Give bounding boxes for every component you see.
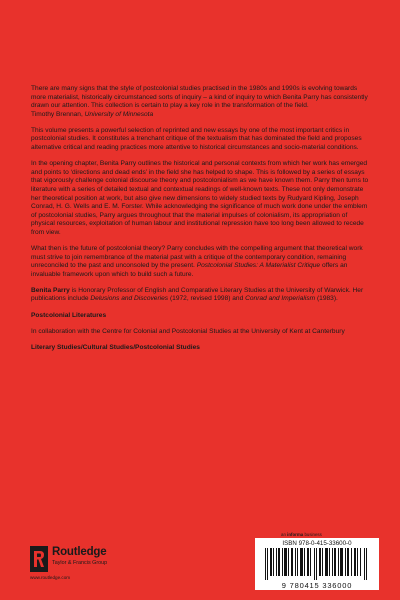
description-paragraph-2: In the opening chapter, Benita Parry outlines the historical and personal contexts from which her work has emerged and points to ‘directions and dead ends’ in the field she has helped to shape. This is followed by a series of essays that vigorously challenge colonial discourse theory and postcolonialism as we have known them. Parry then turns to literature with a series of detailed textual and contextual readings of well-known texts. These not only demonstrate her theoretical position at work, but also give new dimensions to widely studied texts by Rudyard Kipling, Joseph Conrad, H. G. Wells and E. M. Forster. While acknowledging the significance of much work done under the emblem of postcolonial studies, Parry argues throughout that the material impulses of colonialism, its appropriation of physical resources, exploitation of human labour and institutional repression have too long been allowed to recede from view. (31, 160, 369, 236)
bio-book-2: Conrad and Imperialism (245, 295, 316, 303)
publisher-name: Routledge (52, 546, 107, 558)
publisher-url[interactable]: www.routledge.com (30, 575, 71, 580)
routledge-logo (30, 546, 140, 586)
routledge-logo-icon (30, 546, 48, 572)
informa-business-label: an informa business (281, 532, 322, 537)
subject-categories: Literary Studies/Cultural Studies/Postcolonial Studies (31, 343, 200, 351)
author-bio: Benita Parry is Honorary Professor of English and Comparative Literary Studies at the University of Warwick. Her publications include Delusions and Discoveries (1972, revised 1998) and Conrad and Imperialism (1983). (31, 286, 364, 303)
back-cover-text (31, 85, 371, 360)
series-heading: Postcolonial Literatures (31, 311, 107, 319)
quote-author: Timothy Brennan, (31, 110, 83, 118)
quote-text: There are many signs that the style of postcolonial studies practised in the 1980s and 1990s is evolving towards more materialist, historically circumstanced sorts of inquiry – a kind of inquiry to which Benita Parry has consistently drawn our attention. This collection is certain to play a key role in the transformation of the field. (31, 85, 368, 110)
book-title: Postcolonial Studies: A Materialist Critique (196, 262, 321, 270)
series-collaboration: In collaboration with the Centre for Colonial and Postcolonial Studies at the University of Kent at Canterbury (31, 327, 345, 335)
endorsement-quote (31, 85, 371, 119)
author-name: Benita Parry (31, 286, 70, 294)
description-paragraph-1: This volume presents a powerful selection of reprinted and new essays by one of the most important critics in postcolonial studies. It constitutes a trenchant critique of the textualism that has dominated the field and proposes alternative critical and reading practices more attentive to historical circumstances and socio-material conditions. (31, 126, 362, 152)
description-paragraph-3: What then is the future of postcolonial theory? Parry concludes with the compelling argument that theoretical work must strive to join remembrance of the material past with a critique of the contemporary condition, remaining unreconciled to the past and unconsoled by the present. Postcolonial Studies: A Materialist Critique offers an invaluable framework upon which to build such a future. (31, 245, 363, 278)
barcode (255, 538, 379, 590)
quote-attribution (31, 111, 371, 120)
quote-affiliation: University of Minnesota (84, 110, 154, 118)
ean-digits: 9 780415 336000 (281, 581, 353, 590)
barcode-bars-icon (265, 548, 369, 580)
bio-book-1: Delusions and Discoveries (90, 295, 169, 303)
publisher-group: Taylor & Francis Group (52, 560, 108, 566)
isbn-text: ISBN 978-0-415-33600-0 (282, 540, 352, 547)
